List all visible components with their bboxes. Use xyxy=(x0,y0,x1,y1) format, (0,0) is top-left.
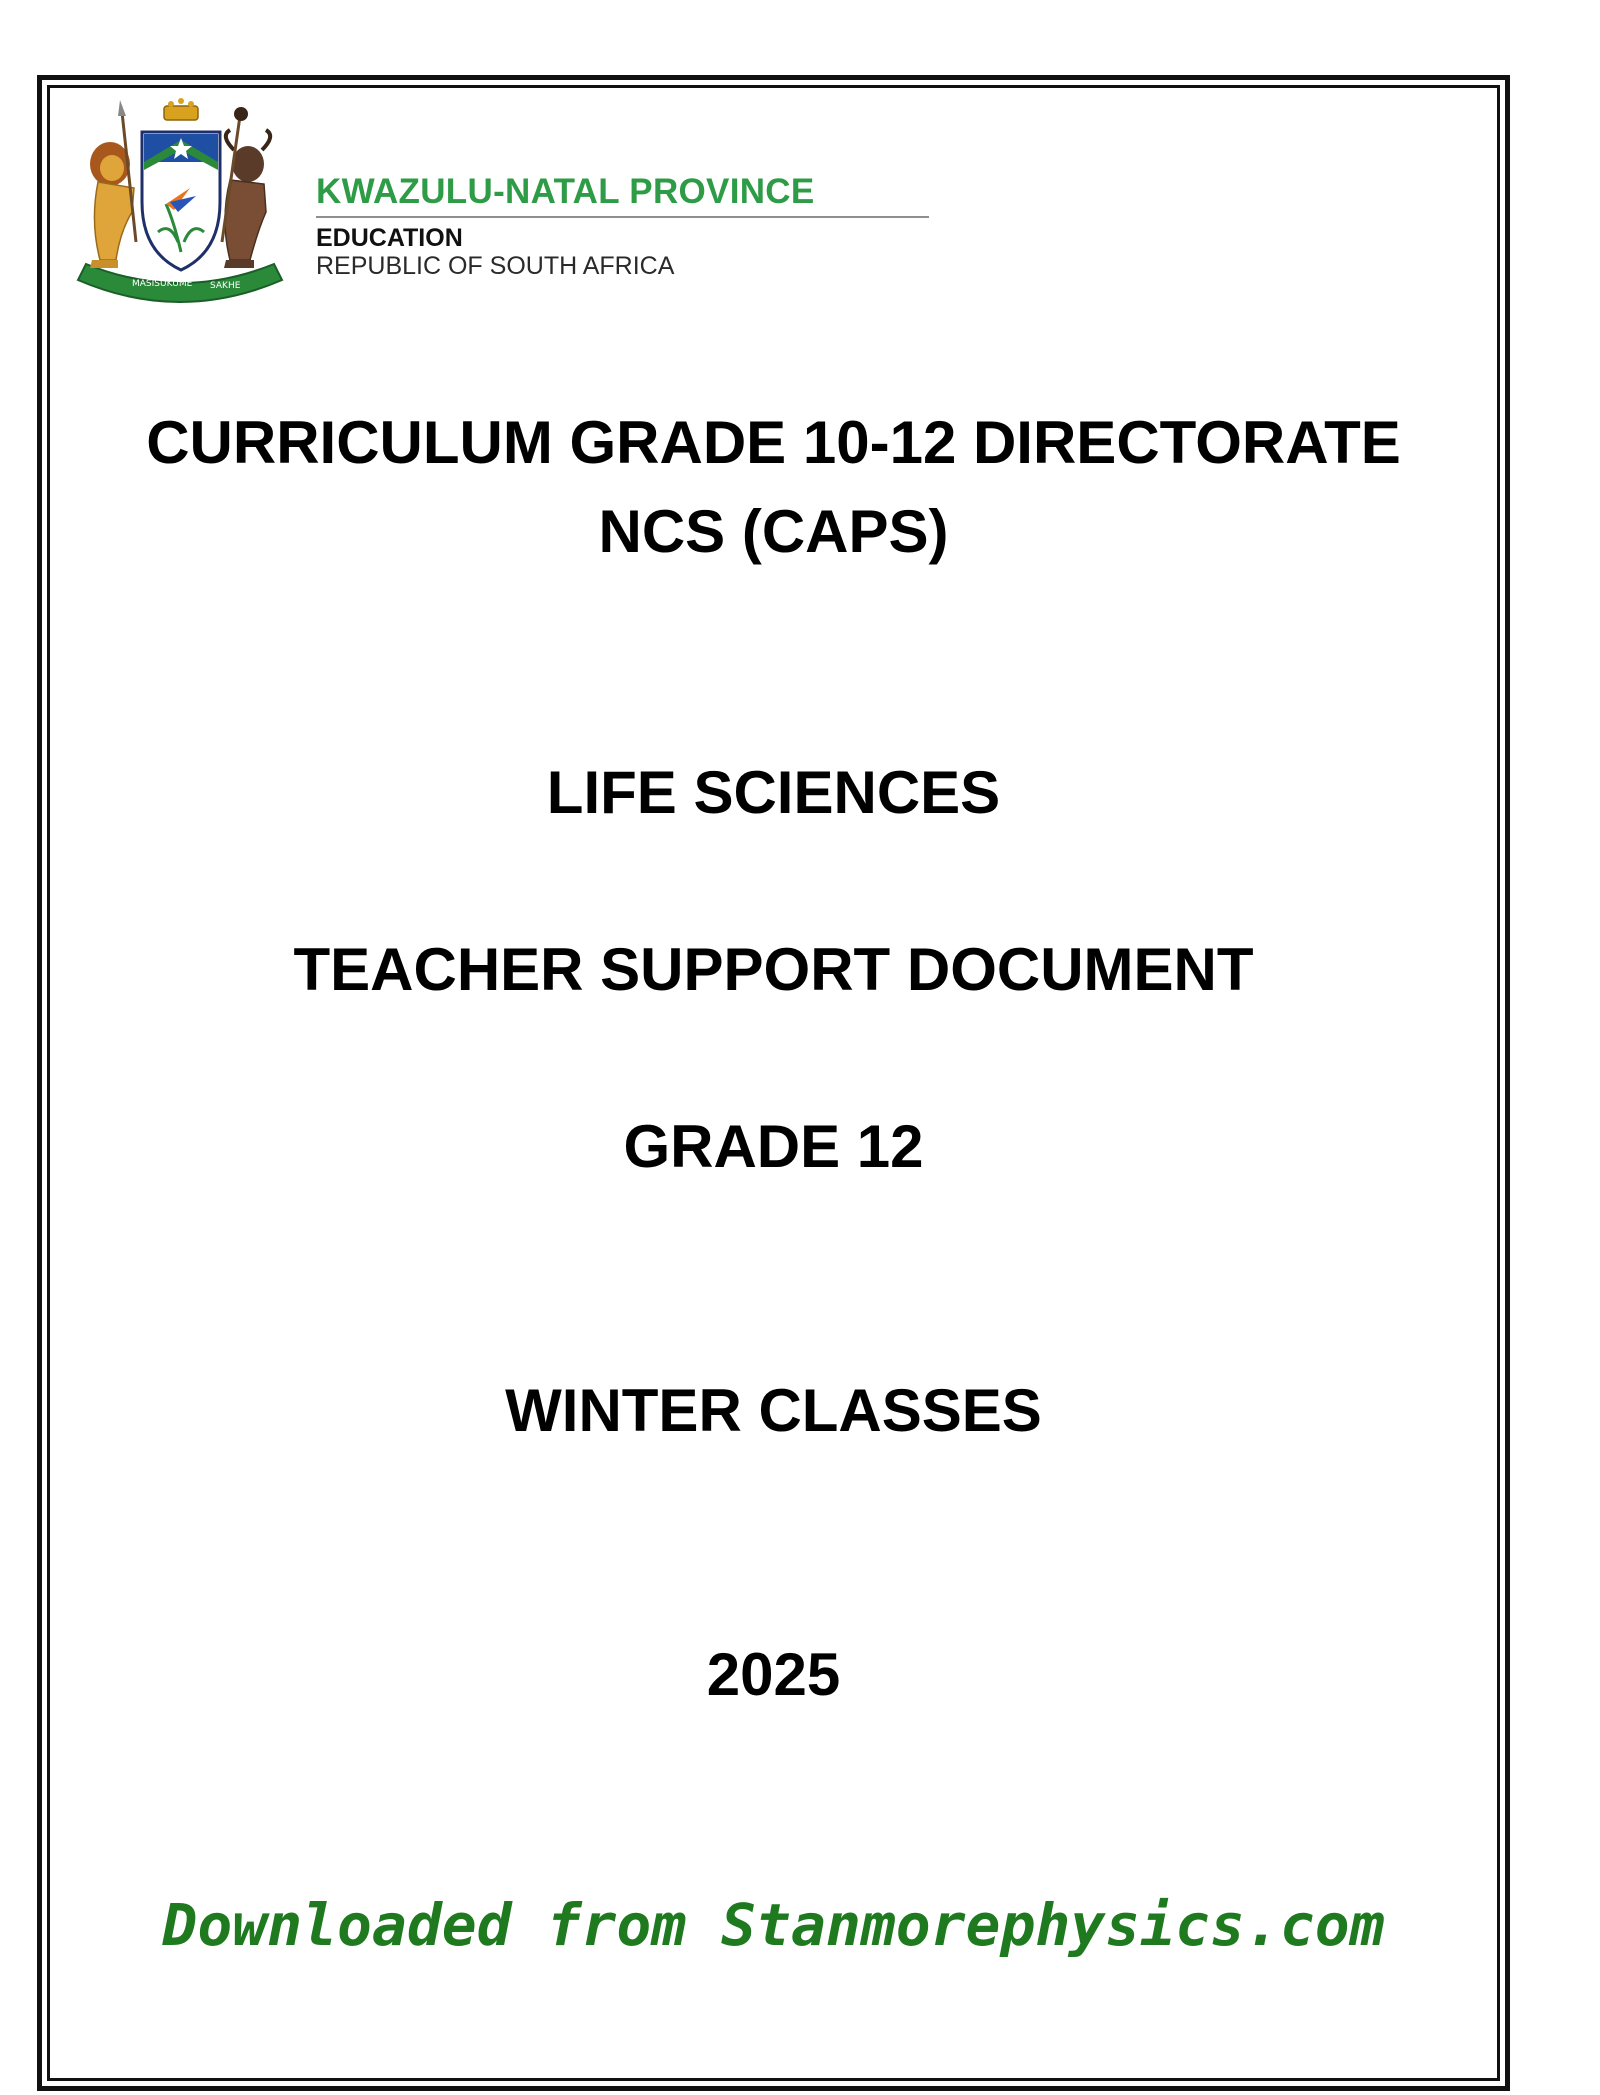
department-name: EDUCATION xyxy=(316,224,463,252)
subject-title: LIFE SCIENCES xyxy=(546,759,1001,826)
country-name: REPUBLIC OF SOUTH AFRICA xyxy=(316,252,675,280)
document-type-title: TEACHER SUPPORT DOCUMENT xyxy=(293,936,1254,1003)
organisation-header xyxy=(316,172,936,281)
directorate-title-line-2: NCS (CAPS) xyxy=(598,498,949,565)
coat-of-arms-icon xyxy=(70,92,290,312)
inner-page-border xyxy=(47,85,1500,2081)
crest-banner-right-text: SAKHE xyxy=(210,281,241,291)
session-title: WINTER CLASSES xyxy=(505,1377,1042,1444)
year-title: 2025 xyxy=(706,1641,841,1708)
header-divider xyxy=(316,216,929,218)
crest-banner-left-text: MASISUKUME xyxy=(132,279,193,289)
download-source-note: Downloaded from Stanmorephysics.com xyxy=(162,1891,1385,1959)
province-name: KWAZULU-NATAL PROVINCE xyxy=(316,172,815,211)
grade-title: GRADE 12 xyxy=(623,1113,924,1180)
directorate-title-line-1: CURRICULUM GRADE 10-12 DIRECTORATE xyxy=(146,409,1401,476)
